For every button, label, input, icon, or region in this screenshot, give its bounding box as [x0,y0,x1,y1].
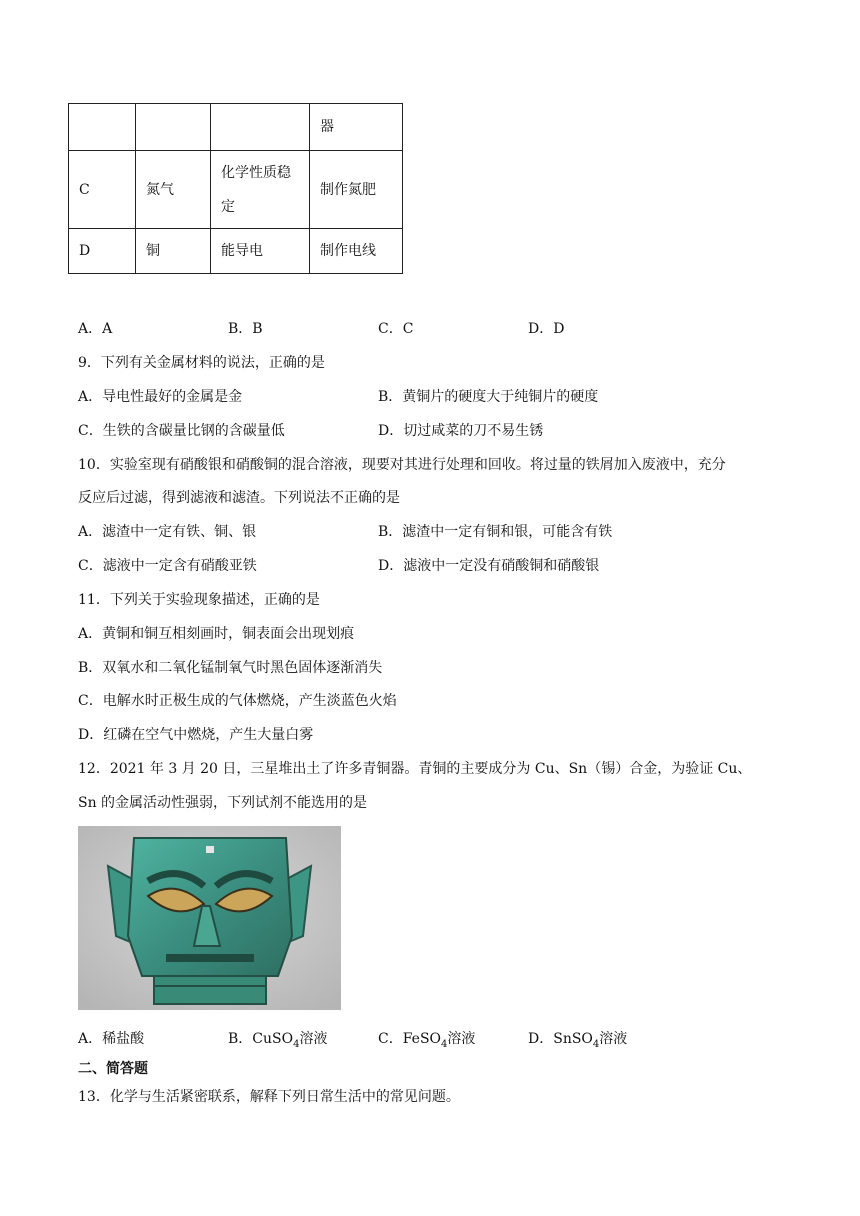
q11-option-d: D．红磷在空气中燃烧，产生大量白雾 [78,727,314,743]
q9-option-a: A．导电性最好的金属是金 [78,389,243,405]
table-cell [136,104,211,151]
q10-option-b: B．滤渣中一定有铜和银，可能含有铁 [378,524,613,540]
q12-option-d [528,1028,627,1050]
q10-stem-line1: 10．实验室现有硝酸银和硝酸铜的混合溶液，现要对其进行处理和回收。将过量的铁屑加入废液中，充分 [78,457,726,473]
q10-stem-line2: 反应后过滤，得到滤液和滤渣。下列说法不正确的是 [78,490,400,506]
answer-table [68,103,403,274]
q11-option-a: A．黄铜和铜互相刻画时，铜表面会出现划痕 [78,626,355,642]
table-cell: 器 [310,104,403,151]
q8-option-a: A．A [78,321,113,337]
q11-stem: 11．下列关于实验现象描述，正确的是 [78,592,320,608]
q8-option-c: C．C [378,321,414,337]
q13-stem: 13．化学与生活紧密联系，解释下列日常生活中的常见问题。 [78,1089,460,1105]
q9-option-c: C．生铁的含碳量比钢的含碳量低 [78,423,285,439]
q12-option-c [378,1028,475,1050]
table-cell: 制作电线 [310,229,403,274]
section-heading: 二、简答题 [78,1061,148,1077]
table-cell: 氮气 [136,151,211,229]
q11-option-c: C．电解水时正极生成的气体燃烧，产生淡蓝色火焰 [78,693,397,709]
table-cell: 制作氮肥 [310,151,403,229]
table-row [69,151,403,229]
q11-option-b: B．双氧水和二氧化锰制氧气时黑色固体逐渐消失 [78,660,383,676]
table-cell [211,104,310,151]
table-row [69,229,403,274]
q8-option-d: D．D [528,321,565,337]
q12-option-d-sub: 4 [592,1038,600,1050]
bronze-mask-svg [78,826,341,1010]
q12-option-b-prefix: B．CuSO [228,1031,294,1047]
q12-option-c-sub: 4 [441,1038,448,1050]
q10-option-c: C．滤液中一定含有硝酸亚铁 [78,558,257,574]
q9-option-d: D．切过咸菜的刀不易生锈 [378,423,544,439]
q8-option-b: B．B [228,321,263,337]
table-row [69,104,403,151]
table-cell: C [69,151,136,229]
q12-stem-line2: Sn 的金属活动性强弱，下列试剂不能选用的是 [78,795,368,811]
bronze-mask-image [78,826,341,1010]
q9-option-b: B．黄铜片的硬度大于纯铜片的硬度 [378,389,599,405]
q9-stem: 9．下列有关金属材料的说法，正确的是 [78,355,325,371]
q12-option-b [228,1028,327,1050]
q10-option-d: D．滤液中一定没有硝酸铜和硝酸银 [378,558,600,574]
q12-option-b-sub: 4 [293,1038,300,1050]
q12-option-d-suffix: 溶液 [599,1031,628,1047]
table-cell: 铜 [136,229,211,274]
q12-option-a: A．稀盐酸 [78,1031,145,1047]
q12-option-c-suffix: 溶液 [447,1031,476,1047]
q10-option-a: A．滤渣中一定有铁、铜、银 [78,524,257,540]
table-cell: D [69,229,136,274]
q12-option-b-suffix: 溶液 [299,1031,328,1047]
table-cell: 能导电 [211,229,310,274]
table-cell: 化学性质稳定 [211,151,310,229]
q12-option-d-prefix: D．SnSO [528,1031,593,1047]
q12-stem-line1: 12．2021 年 3 月 20 日，三星堆出土了许多青铜器。青铜的主要成分为 Cu、Sn（锡）合金，为验证 Cu、 [78,761,752,777]
table-cell [69,104,136,151]
q12-option-c-prefix: C．FeSO [378,1031,442,1047]
